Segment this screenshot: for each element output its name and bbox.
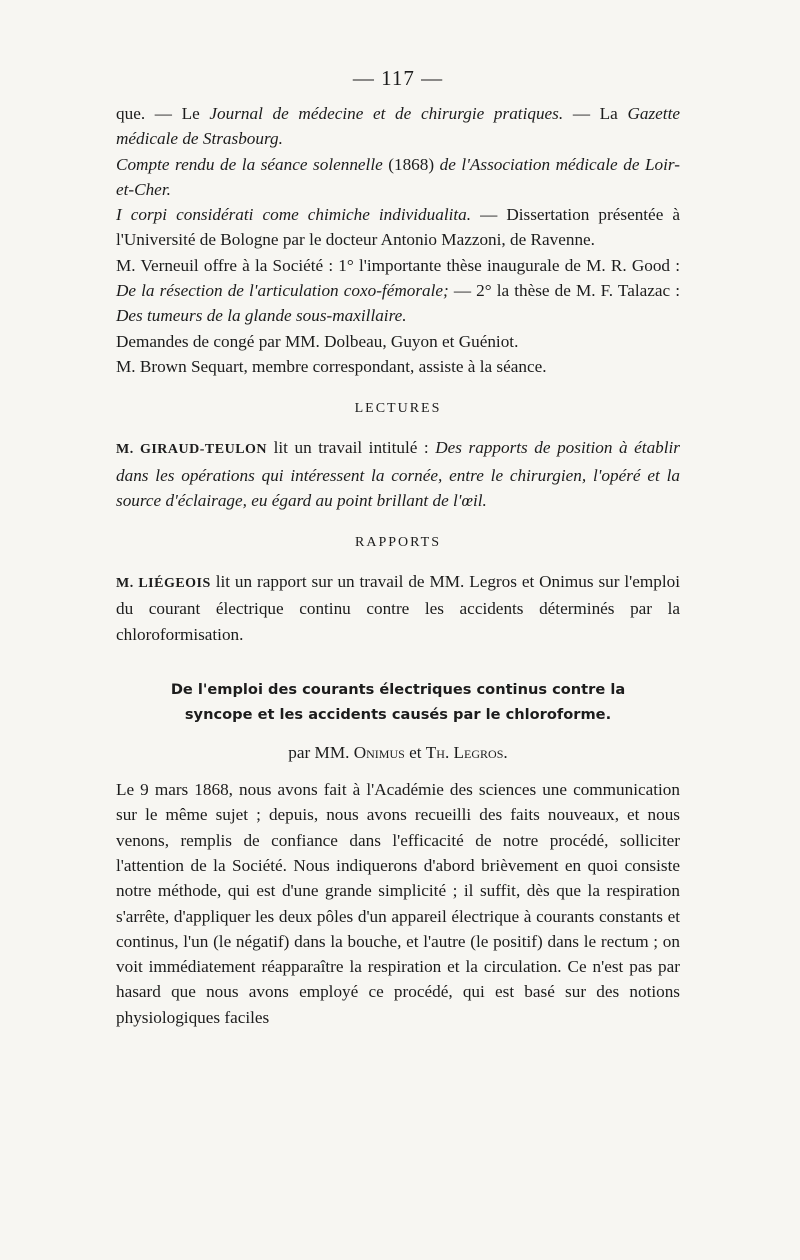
- paragraph-brown-sequard: M. Brown Sequart, membre correspondant, assiste à la séance.: [116, 356, 547, 376]
- author-name: Onimus: [353, 743, 405, 763]
- speaker-name: M. LIÉGEOIS: [116, 576, 211, 592]
- paragraph-verneuil: [116, 253, 680, 329]
- text: et: [404, 743, 426, 763]
- paragraph-compte-rendu: [116, 152, 680, 203]
- speaker-name: M. GIRAUD-TEULON: [116, 442, 268, 458]
- paragraph-dissertation: [116, 202, 680, 253]
- paragraph-rapport: [116, 569, 680, 647]
- publication-title: de l'Association médicale de Loir-et-Cher.: [116, 154, 680, 199]
- author-name: Th. Legros.: [425, 743, 508, 763]
- thesis-title: De la résection de l'articulation coxo-fémorale;: [116, 281, 449, 301]
- article-byline: [116, 743, 680, 763]
- journal-title: Journal de médecine et de chirurgie pratiques.: [209, 104, 564, 123]
- article-title: [106, 677, 690, 727]
- section-heading-rapports: RAPPORTS: [355, 535, 441, 551]
- article-title-line: syncope et les accidents causés par le chloroforme.: [184, 706, 612, 724]
- paragraph-journals: [116, 101, 680, 152]
- page-number: — 117 —: [352, 66, 444, 90]
- text: M. Verneuil offre à la Société : 1° l'importante thèse inaugurale de M. R. Good :: [116, 255, 680, 275]
- journal-title: Gazette médicale de Strasbourg.: [116, 104, 680, 149]
- publication-title: Compte rendu de la séance solennelle: [116, 154, 383, 174]
- text: — 2° la thèse de M. F. Talazac :: [448, 281, 680, 301]
- text: que. — Le: [116, 104, 210, 123]
- paragraph-lecture: [116, 435, 680, 513]
- text: lit un rapport sur un travail de MM. Legros et Onimus sur l'emploi du courant électrique continu contre les accidents déterminés par la chloroformisation.: [116, 572, 680, 644]
- article-body: Le 9 mars 1868, nous avons fait à l'Académie des sciences une communication sur le même sujet ; depuis, nous avons recueilli des faits nouveaux, et nous venons, remplis de confiance dans l'efficacité de notre procédé, solliciter l'attention de la Société. Nous indiquerons d'abord brièvement en quoi consiste notre méthode, qui est d'une grande simplicité ; il suffit, dès que la respiration s'arrête, d'appliquer les deux pôles d'un appareil électrique à courants constants et continus, l'un (le négatif) dans la bouche, et l'autre (le positif) dans le rectum ; on voit immédiatement réapparaître la respiration et la circulation. Ce n'est pas par hasard que nous avons employé ce procédé, qui est basé sur des notions physiologiques faciles: [116, 780, 680, 1027]
- thesis-title: Des tumeurs de la glande sous-maxillaire.: [116, 306, 407, 326]
- article-title-line: De l'emploi des courants électriques continus contre la: [170, 681, 626, 699]
- text: — La: [563, 104, 628, 123]
- paragraph-conges: Demandes de congé par MM. Dolbeau, Guyon et Guéniot.: [116, 331, 519, 351]
- book-page: [116, 66, 680, 1030]
- text: lit un travail intitulé :: [267, 438, 436, 458]
- text: par MM.: [288, 743, 354, 763]
- lecture-title: Des rapports de position à établir dans les opérations qui intéressent la cornée, entre le chirurgien, l'opéré et la source d'éclairage, eu égard au point brillant de l'œil.: [116, 438, 680, 510]
- section-heading-lectures: LECTURES: [354, 401, 442, 417]
- text: — Dissertation présentée à l'Université de Bologne par le docteur Antonio Mazzoni, de Ravenne.: [116, 205, 680, 250]
- dissertation-title: I corpi considérati come chimiche individualita.: [116, 205, 472, 225]
- text: (1868): [382, 154, 440, 174]
